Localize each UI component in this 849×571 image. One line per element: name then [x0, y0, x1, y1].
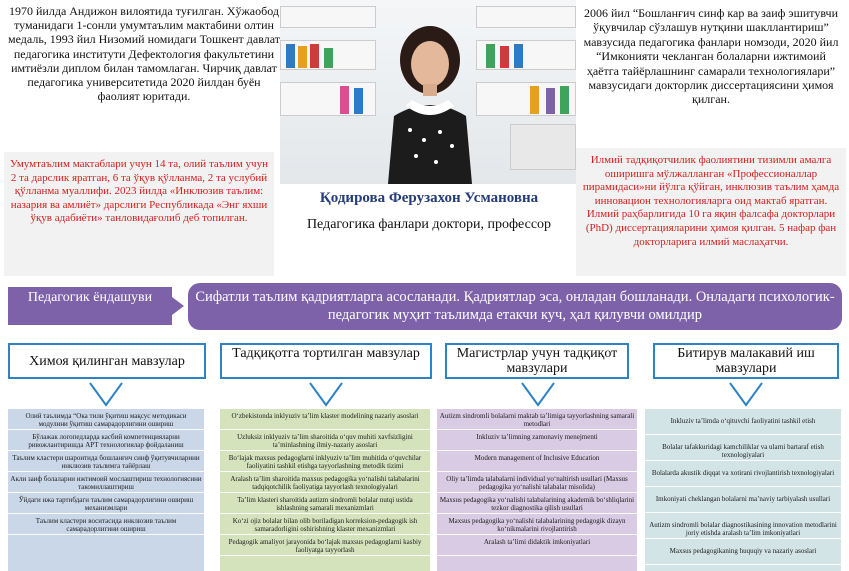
list-item: Bo‘lajak maxsus pedagoglarni inklyuziv ta’lim muhitida o‘quvchilar faoliyatini tashkil etishga tayyorlashning metodik tizimi — [220, 451, 430, 472]
arrow-down-icon — [520, 381, 556, 407]
person-figure — [380, 20, 480, 184]
list-item: Таълим кластери воситасида инклюзив таълим самарадорлигини ошириш — [8, 514, 204, 535]
list-item: Ta’lim klasteri sharoitida autizm sindromli bolalar nutqi ustida ishlashning samarali mexanizmlari — [220, 493, 430, 514]
list-item: Ўйдаги ижа тартибдаги таълим самарадорлигини ошириш механизмлари — [8, 493, 204, 514]
graduation-topics-list — [645, 409, 841, 571]
person-name: Қодирова Ферузахон Усмановна — [319, 190, 539, 206]
arrow-down-icon — [728, 381, 764, 407]
list-item: Aralash ta’lim sharoitida maxsus pedagogika yo‘nalishi talabalarini tadqiqotchilik faoliyatiga tayyorlash texnologiyalari — [220, 472, 430, 493]
list-item: Bolalarda akustik diqqat va xotirani rivojlantirish texnologiyalari — [645, 461, 841, 487]
list-item: Олий таълимда “Ока тили ўқитиш мақсус методикаси модулини ўқитиш самарадорлигини ошириш — [8, 409, 204, 430]
column-header-defended-topics: Химоя қилинган мавзулар — [8, 343, 206, 379]
list-item: Aralash ta’limi didaktik imkoniyatlari — [437, 535, 637, 556]
column-header-master-topics: Магистрлар учун тадқиқот мавзулари — [445, 343, 629, 379]
list-item: O‘zbekistonda inklyuziv ta’lim klaster modelining nazariy asoslari — [220, 409, 430, 430]
values-statement: Сифатли таълим қадриятларга асосланади. Қадриятлар эса, онладан бошланади. Онладаги психологик-педагогик муҳит таълимда етакчи куч, ҳал қилувчи омилдир — [188, 283, 842, 330]
column-header-research-topics: Тадқиқотга тортилган мавзулар — [220, 343, 432, 379]
biography-right-text: 2006 йил “Бошланғич синф кар ва заиф эшитувчи ўқувчилар сўзлашув нутқини шакллантириш” мавзусида педагогика фанлари номзоди, 2020 йил “Имконияти чекланган болаларни ижтимоий ҳаётга тайёрлашнинг самарали технологиялари” мавзусидаги докторлик диссертациясини ҳимоя қилган. — [583, 6, 839, 107]
list-item: Maxsus pedagogikaning huquqiy va nazariy asoslari — [645, 539, 841, 565]
list-item: Акли заиф болаларни ижтимоий мослаштириш технологиясини такомиллаштириш — [8, 472, 204, 493]
list-item: Inkluziv ta’limning zamonaviy menejmenti — [437, 430, 637, 451]
arrow-down-icon — [88, 381, 124, 407]
arrow-right-icon — [168, 294, 184, 318]
list-item: Autizm sindromli bolalarni maktab ta’limiga tayyorlashning samarali metodlari — [437, 409, 637, 430]
portrait-photo — [280, 0, 576, 184]
list-item: Imkoniyati cheklangan bolalarni ma’naviy tarbiyalash usullari — [645, 487, 841, 513]
master-topics-list — [437, 409, 637, 571]
list-item: Pedagogik amaliyot jarayonida bo‘lajak maxsus pedagoglarni kasbiy faoliyatga tayyorlash — [220, 535, 430, 556]
list-item: Inkluziv ta’limda o‘qituvchi faoliyatini tashkil etish — [645, 409, 841, 435]
list-item: Modern management of Inclusive Education — [437, 451, 637, 472]
pedagogical-approach-label: Педагогик ёндашуви — [8, 287, 172, 325]
person-title: Педагогика фанлари доктори, профессор — [306, 217, 552, 232]
list-item: Bolalar tafakkuridagi kamchiliklar va ularni bartaraf etish texnologiyalari — [645, 435, 841, 461]
list-item: Autizm sindromli bolalar diagnostikasining innovation metodlarini joriy etishda aralash ta’lim imkoniyatlari — [645, 513, 841, 539]
list-item: Бўлажак логопедларда касбий компетенцияларни ривожлантиришда АРТ технологиялар фойдаланиш — [8, 430, 204, 451]
list-item: Maxsus pedagogika yo‘nalishi talabalarining akademik bo‘shliqlarini tezkor diagnostika qilish usullari — [437, 493, 637, 514]
list-item: Ko‘zi ojiz bolalar bilan olib boriladigan korreksion-pedagogik ish samaradorligini oshirishning klaster mexanizmlari — [220, 514, 430, 535]
achievements-right-text: Илмий тадқиқотчилик фаолиятини тизимли амалга оширишга мўлжалланган «Профессионаллар пирамидаси»ни йўлга қўйган, инклюзив таълим ҳамда инновацион технологияларга оид мактаб яратган. Илмий раҳбарлигида 10 га яқин фалсафа докторлари (PhD) диссертацияларини ҳимоя қилган. 5 нафар фан докторларига илмий маслаҳатчи. — [576, 148, 846, 276]
defended-topics-list — [8, 409, 204, 571]
list-item: Таълим кластери шароитида бошланғич синф ўқитувчиларини инклюзив таълимга тайёрлаш — [8, 451, 204, 472]
achievements-left-text: Умумтаълим мактаблари учун 14 та, олий таълим учун 2 та дарслик яратган, 6 та ўқув қўлланма, 2 та услубий қўлланма муаллифи. 2023 йилда «Инклюзив таълим: назария ва амлиёт» дарслиги Республикада «Энг яхши ўқув адабиёти» танловидағолиб деб топилган. — [4, 152, 274, 276]
column-header-graduation-topics: Битирув малакавий иш мавзулари — [653, 343, 839, 379]
list-item: Oliy ta’limda talabalarni individual yo‘naltirish usullari (Maxsus pedagogika yo‘nalishi talabalar misolida) — [437, 472, 637, 493]
research-topics-list — [220, 409, 430, 571]
arrow-down-icon — [308, 381, 344, 407]
list-item: Uzluksiz inklyuziv ta’lim sharoitida o‘quv muhiti xavfsizligini ta’minlashning ilmiy-nazariy asoslari — [220, 430, 430, 451]
list-item: Maxsus pedagogika yo‘nalishi talabalarining pedagogik dizayn ko‘nikmalarini rivojlantirish — [437, 514, 637, 535]
biography-left-text: 1970 йилда Андижон вилоятида туғилган. Хўжаобод туманидаги 1-сонли умумтаълим мактабини олтин медаль, 1993 йил Низомий номидаги Тошкент давлат педагогика институти Дефектология факультетини имтиёзли диплом билан тамомлаган. Чирчиқ давлат педагогика университетида 2020 йилдан буён фаолият юритади. — [8, 4, 280, 104]
